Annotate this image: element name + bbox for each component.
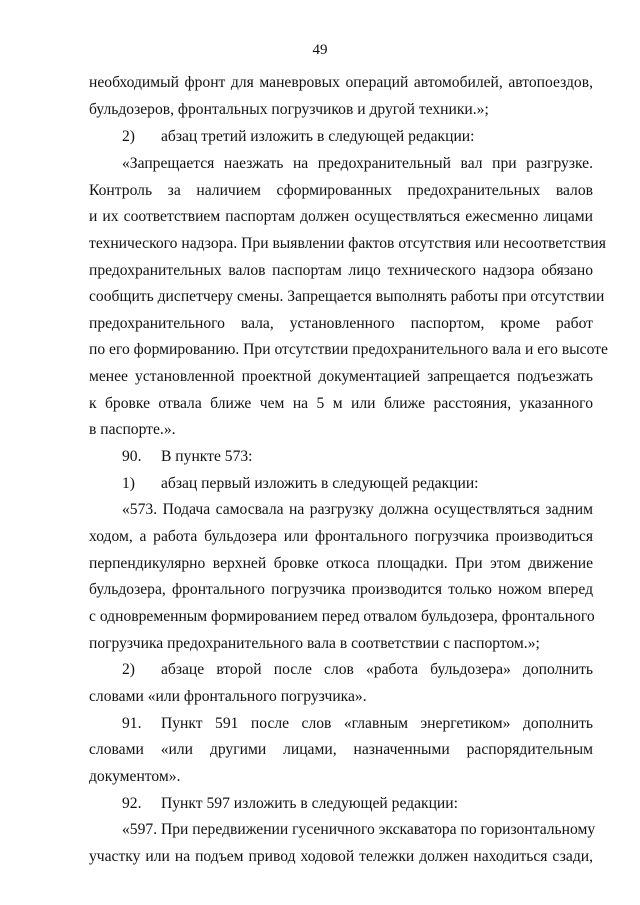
text-line: и их соответствием паспортам должен осуществляться ежесменно лицами bbox=[89, 208, 593, 225]
text-line: с одновременным формированием перед отвалом бульдозера, фронтального bbox=[89, 608, 595, 625]
text-line: к бровке отвала ближе чем на 5 м или ближе расстояния, указанного bbox=[89, 395, 593, 412]
item-text: абзац третий изложить в следующей редакции: bbox=[161, 128, 475, 145]
text-line: необходимый фронт для маневровых операций автомобилей, автопоездов, bbox=[89, 74, 593, 91]
item-number: 2) bbox=[122, 128, 135, 145]
text-line: «573. Подача самосвала на разгрузку должна осуществляться задним bbox=[122, 501, 593, 518]
text-line: ходом, а работа бульдозера или фронтального погрузчика производиться bbox=[89, 528, 593, 545]
text-line: перпендикулярно верхней бровке откоса площадки. При этом движение bbox=[89, 555, 593, 572]
text-line: бульдозера, фронтального погрузчика производится только ножом вперед bbox=[89, 581, 593, 598]
text-line: менее установленной проектной документацией запрещается подъезжать bbox=[89, 368, 593, 385]
item-number: 90. bbox=[122, 448, 142, 465]
text-line: Контроль за наличием сформированных предохранительных валов bbox=[89, 182, 593, 199]
item-text: абзаце второй после слов «работа бульдозера» дополнить bbox=[161, 661, 593, 678]
item-text: В пункте 573: bbox=[161, 448, 253, 465]
item-number: 2) bbox=[122, 661, 135, 678]
item-number: 92. bbox=[122, 795, 142, 812]
text-line: словами «или фронтального погрузчика». bbox=[89, 688, 367, 705]
text-line: «Запрещается наезжать на предохранительный вал при разгрузке. bbox=[122, 155, 593, 172]
text-line: предохранительных валов паспортам лицо технического надзора обязано bbox=[89, 262, 593, 279]
page-number: 49 bbox=[312, 42, 328, 58]
text-line: участку или на подъем привод ходовой тележки должен находиться сзади, bbox=[89, 848, 593, 865]
text-line: предохранительного вала, установленного паспортом, кроме работ bbox=[89, 315, 593, 332]
text-line: в паспорте.». bbox=[89, 421, 176, 438]
text-line: документом». bbox=[89, 768, 181, 785]
item-text: Пункт 591 после слов «главным энергетиком» дополнить bbox=[161, 715, 593, 732]
text-line: технического надзора. При выявлении фактов отсутствия или несоответствия bbox=[89, 235, 606, 252]
text-line: сообщить диспетчеру смены. Запрещается выполнять работы при отсутствии bbox=[89, 288, 605, 305]
item-number: 1) bbox=[122, 475, 135, 492]
text-line: по его формированию. При отсутствии предохранительного вала и его высоте bbox=[89, 341, 608, 358]
item-number: 91. bbox=[122, 715, 142, 732]
text-line: «597. При передвижении гусеничного экскаватора по горизонтальному bbox=[122, 821, 596, 838]
text-line: погрузчика предохранительного вала в соответствии с паспортом.»; bbox=[89, 635, 540, 652]
item-text: Пункт 597 изложить в следующей редакции: bbox=[161, 795, 458, 812]
item-text: абзац первый изложить в следующей редакции: bbox=[161, 475, 479, 492]
text-line: словами «или другими лицами, назначенными распорядительным bbox=[89, 741, 593, 758]
text-line: бульдозеров, фронтальных погрузчиков и другой техники.»; bbox=[89, 101, 489, 118]
